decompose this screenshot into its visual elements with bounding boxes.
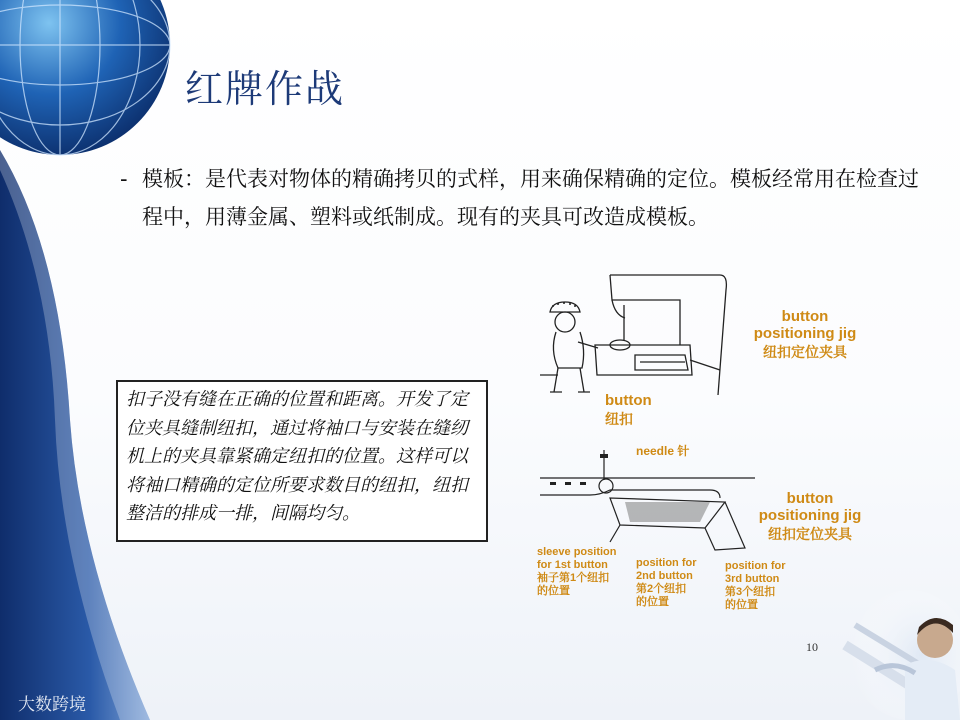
sewing-machine-illustration xyxy=(540,270,740,400)
button-label xyxy=(605,392,652,429)
jig-label-top xyxy=(735,308,875,362)
jig-label-bottom xyxy=(740,490,880,544)
jig-label-top-zh: 纽扣定位夹具 xyxy=(763,344,847,360)
watermark: 大数跨境 xyxy=(18,695,86,715)
jig-label-bottom-en-2: positioning jig xyxy=(758,507,862,524)
jig-label-top-en-2: positioning jig xyxy=(753,325,857,342)
operator-photo xyxy=(835,585,960,720)
position-label-1-zh-2: 的位置 xyxy=(537,585,570,597)
sewing-jig-illustration xyxy=(540,450,760,555)
position-label-3-en-2: 3rd button xyxy=(725,573,780,585)
position-label-2-en-2: 2nd button xyxy=(636,570,693,582)
position-label-1-en-1: sleeve position xyxy=(537,546,617,558)
position-label-3-en-1: position for xyxy=(725,560,786,572)
position-label-1 xyxy=(537,546,616,598)
bullet-dash: - xyxy=(120,167,128,191)
page-number: 10 xyxy=(806,640,818,654)
needle-label: needle 针 xyxy=(636,444,690,458)
position-label-2-zh-1: 第2个纽扣 xyxy=(636,583,687,595)
position-label-1-zh-1: 袖子第1个纽扣 xyxy=(537,572,610,584)
bullet-text: 模板：是代表对物体的精确拷贝的式样，用来确保精确的定位。模板经常用在检查过程中，用薄金属、塑料或纸制成。现有的夹具可改造成模板。 xyxy=(142,167,919,229)
position-label-3-zh-1: 第3个纽扣 xyxy=(725,586,776,598)
position-label-3 xyxy=(725,560,786,612)
jig-label-bottom-zh: 纽扣定位夹具 xyxy=(768,526,852,542)
button-label-en: button xyxy=(605,392,652,409)
globe-icon xyxy=(0,0,180,165)
note-box: 扣子没有缝在正确的位置和距离。开发了定位夹具缝制纽扣，通过将袖口与安装在缝纫机上的夹具靠紧确定纽扣的位置。这样可以将袖口精确的定位所要求数目的纽扣，纽扣整洁的排成一排，间隔均匀。 xyxy=(116,380,488,542)
position-label-1-en-2: for 1st button xyxy=(537,559,608,571)
jig-label-top-en-1: button xyxy=(781,308,829,325)
position-label-2-zh-2: 的位置 xyxy=(636,596,669,608)
jig-label-bottom-en-1: button xyxy=(786,490,834,507)
button-label-zh: 纽扣 xyxy=(605,411,633,427)
position-label-2-en-1: position for xyxy=(636,557,697,569)
position-label-3-zh-2: 的位置 xyxy=(725,599,758,611)
bullet-paragraph xyxy=(120,160,920,236)
page-title: 红牌作战 xyxy=(185,67,346,111)
position-label-2 xyxy=(636,557,697,609)
